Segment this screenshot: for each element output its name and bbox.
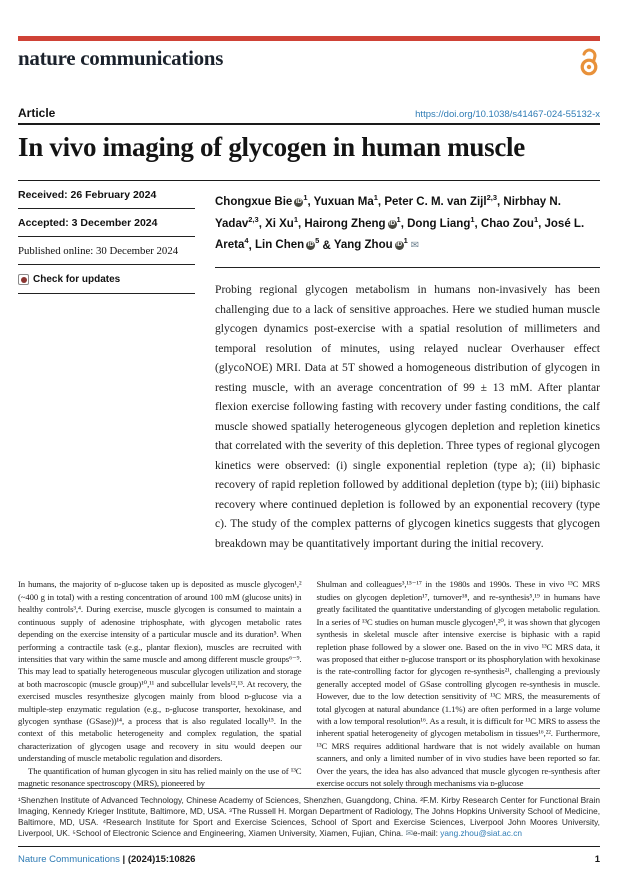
paper-title: In vivo imaging of glycogen in human muscle: [18, 132, 525, 162]
check-for-updates-button[interactable]: [18, 265, 195, 294]
author: Nirbhay N. Yadav$^{2,3}$: [215, 195, 561, 230]
check-for-updates-label: Check for updates: [33, 274, 121, 285]
author: Chao Zou$^1$: [480, 214, 539, 230]
journal-link[interactable]: Nature Communications: [18, 854, 120, 865]
crossmark-icon: [18, 274, 29, 285]
body-paragraph: Shulman and colleagues³,¹⁵⁻¹⁷ in the 1980s and 1990s. These in vivo ¹³C MRS studies on glycogen depletion¹⁷, turnover¹⁸, and re-synthesis⁵,¹⁹ in humans have greatly facilitated the quantitative understanding of glycogen metabolic regulation. In a series of ¹³C studies on human muscle glycogen¹,²⁰, it was shown that glycogen synthesis in skeletal muscle after intensive exercise is biphasic with a rapid repletion phase followed by a slower one. Based on the in vivo ¹³C MRS data, it was proposed that either ᴅ-glucose transport or its phosphorylation with hexokinase is the rate-controlling factor for glycogen re-synthesis²¹, challenging a previously generally accepted model of GSase controlling glycogen re-synthesis in muscle. However, due to the low detection sensitivity of ¹³C MRS, the measurements of total glycogen at natural abundance (1.1%) are often performed in a large volume with a low temporal resolution¹⁶. As a result, it is difficult for ¹³C MRS to assess the inherent spatial heterogeneity of glycogen metabolism in tissues¹⁶,²². Furthermore, ¹³C MRS requires additional hardware that is not widely available on human scanners, and only a limited number of in vivo studies have been reported so far. Over the years, the idea has also advanced that muscle glycogen re-synthesis after exercise occurs not solely through mechanisms via ᴅ-glucose: [316, 579, 600, 788]
corresponding-email-icon[interactable]: ✉: [410, 240, 420, 252]
author: Hairong Zheng iD $^1$: [304, 214, 401, 230]
citation-text: | (2024)15:10826: [122, 854, 196, 865]
page-number: 1: [594, 854, 600, 865]
body-paragraph: In humans, the majority of ᴅ-glucose taken up is deposited as muscle glycogen¹,² (~400 g in total) with a resting concentration of around 100 mM (glucose units) in healthy controls³,⁴. During exercise, muscle glycogen is consumed to maintain a continuous supply of adenosine triphosphate, with glycogen metabolic rates depending on the exercise intensity of a particular muscle and its duration⁵. When performing a contractile task (e.g., plantar flexion), muscles are recruited with intensities that vary within the same muscle and among different muscle groups⁶⁻⁹. This may lead to spatially heterogeneous muscular glycogen utilization and storage at both macroscopic (muscle group)¹⁰,¹¹ and subcellular levels¹²,¹³. At recovery, the exercised muscles resynthesize glycogen mainly from blood ᴅ-glucose via a multiple-step enzymatic regulation (e.g., ᴅ-glucose transporter, hexokinase, and glycogen synthase (GSase))¹⁴, a process that is also regulated locally¹⁵. In the context of this metabolic heterogeneity and complex regulation, the spatial characterization of glycogen usage and recovery in situ would deepen our understanding of muscle metabolic regulation and disorders.: [18, 579, 302, 764]
doi-link[interactable]: https://doi.org/10.1038/s41467-024-55132-x: [415, 109, 600, 120]
email-icon: ✉: [405, 828, 413, 838]
email-link[interactable]: yang.zhou@siat.ac.cn: [440, 828, 522, 838]
orcid-icon[interactable]: iD: [295, 198, 302, 205]
history-column: [18, 181, 195, 553]
affiliations-text: ¹Shenzhen Institute of Advanced Technology, Chinese Academy of Sciences, Shenzhen, Guangdong, China. ²F.M. Kirby Research Center for Functional Brain Imaging, Kennedy Krieger Institute, Baltimore, MD, USA. ³The Russell H. Morgan Department of Radiology, The Johns Hopkins University School of Medicine, Baltimore, MD, USA. ⁴Research Institute for Sport and Exercise Sciences, School of Sport and Exercise Sciences, Liverpool John Moores University, Liverpool, UK. ⁵School of Electronic Science and Engineering, Xiamen University, Xiamen, Fujian, China.: [18, 795, 600, 838]
author: Dong Liang$^1$: [407, 214, 475, 230]
author-list: Chongxue Bie iD $^1$, Yuxuan Ma$^1$, Peter C. M. van Zijl$^{2,3}$, Nirbhay N. Yadav$^{2,3}$, Xi Xu$^1$, Hairong Zheng iD $^1$, Dong Liang$^1$, Chao Zou$^1$, José L. Areta$^4$, Lin Chen iD $^5$ & Yang Zhou iD $^1$ ✉: [215, 193, 585, 252]
author: Xi Xu$^1$: [265, 214, 299, 230]
brand-bar: [18, 36, 600, 41]
footer-left: [18, 854, 195, 865]
author: Yuxuan Ma$^1$: [313, 193, 378, 208]
published-date: Published online: 30 December 2024: [18, 237, 195, 265]
orcid-icon[interactable]: iD: [307, 242, 314, 249]
orcid-icon[interactable]: iD: [396, 242, 403, 249]
affiliations-footnote: [18, 788, 600, 844]
author: José L. Areta$^4$: [215, 217, 585, 252]
article-type-label: Article: [18, 106, 56, 120]
info-grid: [18, 180, 600, 553]
open-access-icon: [578, 48, 600, 76]
received-date: Received: 26 February 2024: [18, 181, 195, 209]
title-rule: [18, 123, 600, 125]
author: Peter C. M. van Zijl$^{2,3}$: [384, 193, 497, 208]
orcid-icon[interactable]: iD: [389, 220, 396, 227]
article-row: [18, 106, 600, 120]
email-label: e-mail:: [413, 828, 441, 838]
accepted-date: Accepted: 3 December 2024: [18, 209, 195, 237]
author: Lin Chen iD $^5$: [254, 236, 320, 252]
body-text: [18, 578, 600, 789]
body-column-right: [317, 578, 601, 789]
abstract-text: Probing regional glycogen metabolism in humans non-invasively has been challenging due to a lack of sensitive approaches. Here we studied human muscle glycogen dynamics post-exercise with a spatial resolution of millimeters and temporal resolution of minutes, using relayed nuclear Overhauser effect (glycoNOE) MRI. Data at 5T showed a homogeneous distribution of glycogen in resting muscle, with an average concentration of 99 ± 13 mM. After plantar flexion exercise following fasting with recovery under fasting conditions, the calf muscle showed spatially heterogeneous glycogen depletion and repletion kinetics that correlated with the severity of this depletion. Three types of regional glycogen kinetics were observed: (i) single exponential repletion (type a); (ii) biphasic recovery of rapid repletion followed by additional depletion (type b); (iii) biphasic recovery where continued depletion is followed by an exponential recovery (type c). The study of the complex patterns of glycogen kinetics suggests that glycogen breakdown may be quantitatively important during the initial recovery.: [215, 283, 600, 550]
page-footer: [18, 846, 600, 876]
author: Yang Zhou iD $^1$ ✉: [333, 236, 420, 252]
body-paragraph: The quantification of human glycogen in situ has relied mainly on the use of ¹³C magnetic resonance spectroscopy (MRS), pioneered by: [18, 765, 302, 788]
journal-wordmark: nature communications: [18, 46, 224, 70]
body-column-left: [18, 578, 302, 789]
masthead: [18, 46, 600, 76]
author: Chongxue Bie iD $^1$: [215, 193, 308, 208]
authors-abstract-column: [215, 181, 600, 553]
